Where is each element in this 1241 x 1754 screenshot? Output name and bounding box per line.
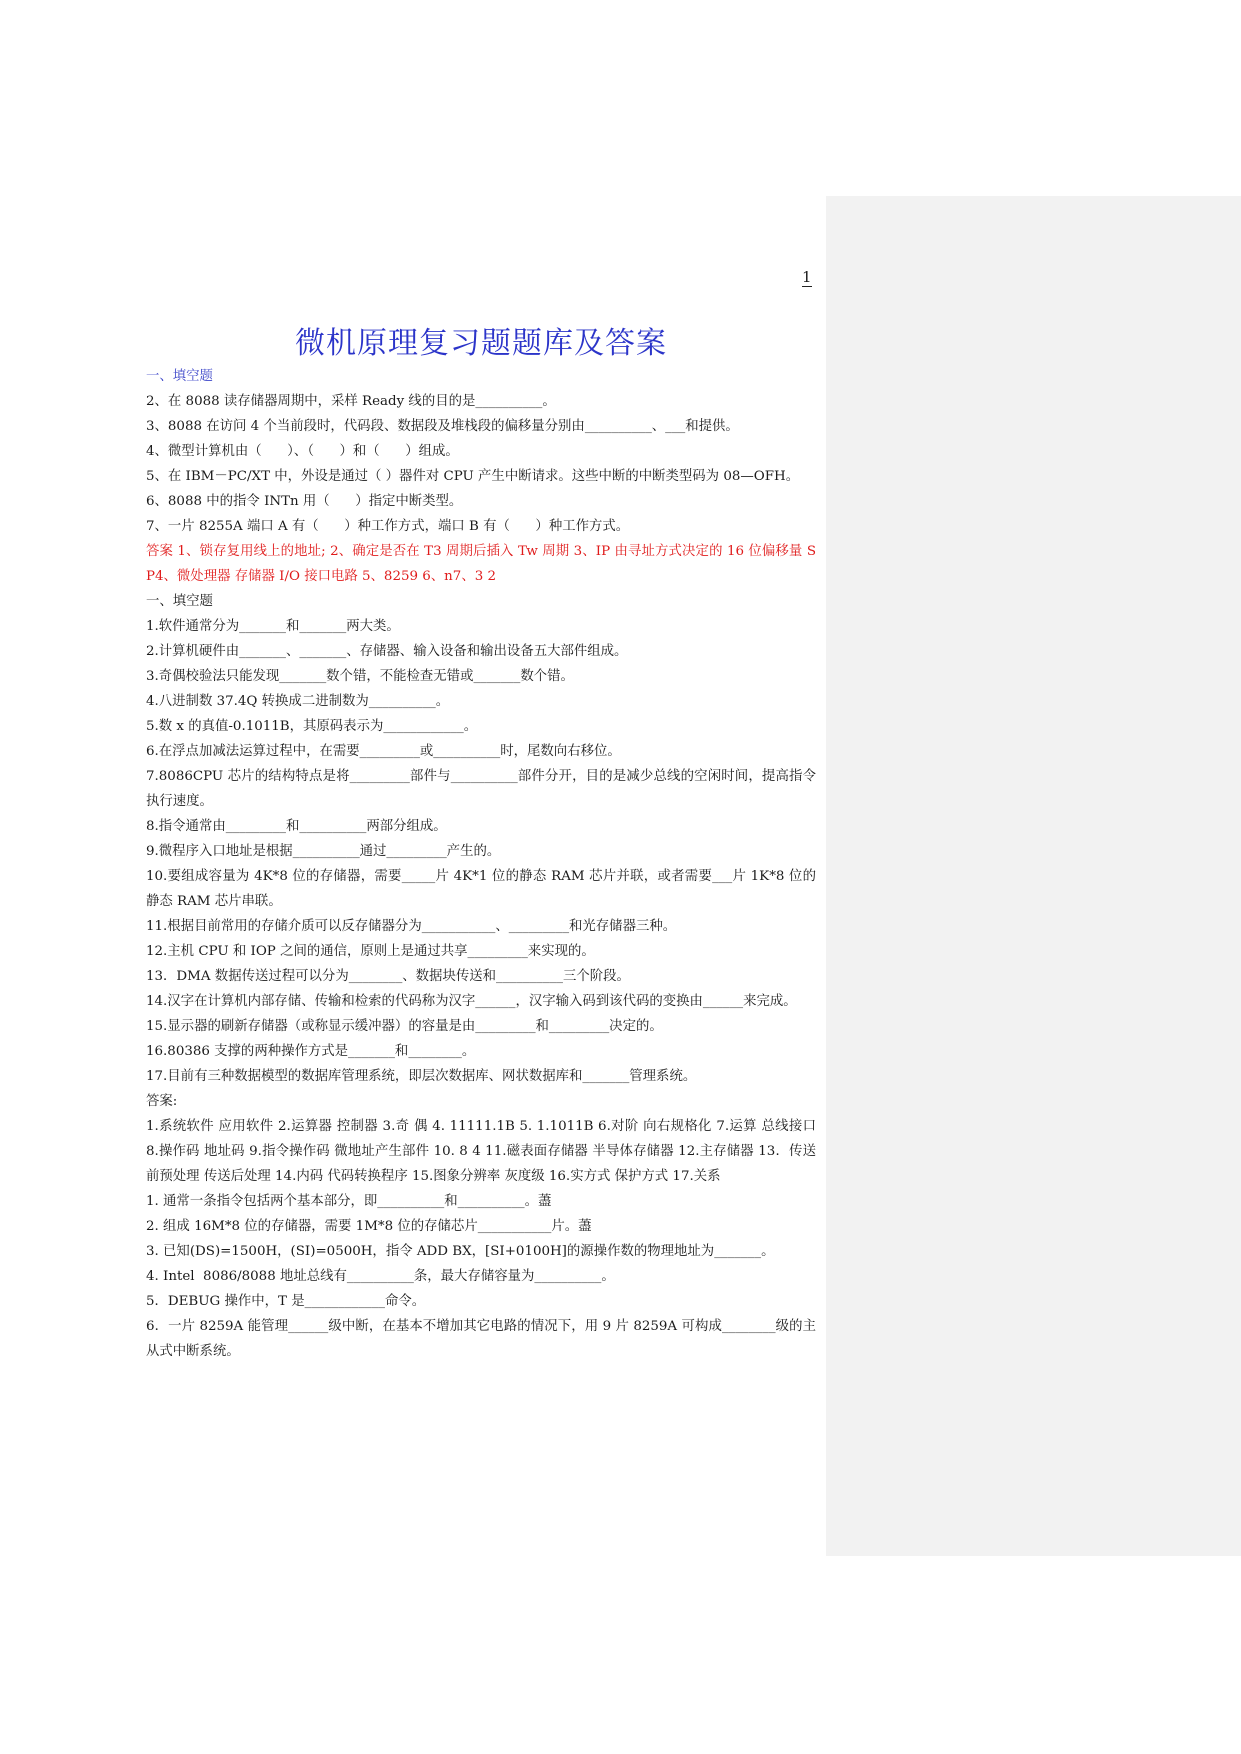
question-line: 12.主机 CPU 和 IOP 之间的通信，原则上是通过共享_________来实现的。	[146, 944, 595, 959]
question-line: 13．DMA 数据传送过程可以分为________、数据块传送和__________三个阶段。	[146, 969, 630, 984]
question-line: 4. Intel 8086/8088 地址总线有__________条，最大存储容量为__________。	[146, 1269, 615, 1284]
page-number: 1	[802, 268, 812, 286]
question-line: 15.显示器的刷新存储器（或称显示缓冲器）的容量是由_________和_________决定的。	[146, 1019, 663, 1034]
question-line: 5、在 IBM－PC/XT 中，外设是通过（ ）器件对 CPU 产生中断请求。这些中断的中断类型码为 08—OFH。	[146, 469, 800, 484]
question-line: 2.计算机硬件由_______、_______、存储器、输入设备和输出设备五大部件组成。	[146, 644, 628, 659]
section-heading: 一、填空题	[146, 594, 213, 609]
question-line: 1. 通常一条指令包括两个基本部分，即__________和__________。藎	[146, 1194, 552, 1209]
question-line: 8.指令通常由_________和__________两部分组成。	[146, 819, 447, 834]
question-line: 17.目前有三种数据模型的数据库管理系统，即层次数据库、网状数据库和_______管理系统。	[146, 1069, 697, 1084]
question-line: 3、8088 在访问 4 个当前段时，代码段、数据段及堆栈段的偏移量分别由__________、___和提供。	[146, 419, 739, 434]
section-heading: 一、填空题	[146, 369, 213, 384]
question-line: 14.汉字在计算机内部存储、传输和检索的代码称为汉字______，汉字输入码到该代码的变换由______来完成。	[146, 994, 797, 1009]
question-line: 4、微型计算机由（ ）、（ ）和（ ）组成。	[146, 444, 459, 459]
comment-pane	[826, 196, 1241, 1556]
answer-label: 答案:	[146, 1094, 178, 1109]
question-line: 7.8086CPU 芯片的结构特点是将_________部件与__________部件分开，目的是减少总线的空闲时间，提高指令执行速度。	[146, 769, 816, 809]
question-line: 5.数 x 的真值-0.1011B，其原码表示为____________。	[146, 719, 478, 734]
question-line: 6．一片 8259A 能管理______级中断，在基本不增加其它电路的情况下，用 9 片 8259A 可构成________级的主从式中断系统。	[146, 1319, 816, 1359]
question-line: 16.80386 支撑的两种操作方式是_______和________。	[146, 1044, 476, 1059]
question-line: 10.要组成容量为 4K*8 位的存储器，需要_____片 4K*1 位的静态 RAM 芯片并联，或者需要___片 1K*8 位的静态 RAM 芯片串联。	[146, 869, 816, 909]
question-line: 7、一片 8255A 端口 A 有（ ）种工作方式，端口 B 有（ ）种工作方式。	[146, 519, 630, 534]
question-line: 6、8088 中的指令 INTn 用（ ）指定中断类型。	[146, 494, 463, 509]
question-line: 6.在浮点加减法运算过程中，在需要_________或__________时，尾数向右移位。	[146, 744, 621, 759]
question-line: 1.软件通常分为_______和_______两大类。	[146, 619, 400, 634]
question-line: 5．DEBUG 操作中，T 是____________命令。	[146, 1294, 426, 1309]
question-line: 3. 已知(DS)=1500H，(SI)=0500H，指令 ADD BX，[SI+0100H]的源操作数的物理地址为_______。	[146, 1244, 775, 1259]
document-body	[146, 364, 816, 1364]
question-line: 9.微程序入口地址是根据__________通过_________产生的。	[146, 844, 501, 859]
question-line: 4.八进制数 37.4Q 转换成二进制数为__________。	[146, 694, 450, 709]
page-title: 微机原理复习题题库及答案	[295, 326, 667, 361]
answer-line: 1.系统软件 应用软件 2.运算器 控制器 3.奇 偶 4. 11111.1B 5. 1.1011B 6.对阶 向右规格化 7.运算 总线接口 8.操作码 地址码 9.指令操作码 微地址产生部件 10. 8 4 11.磁表面存储器 半导体存储器 12.主存储器 13．传送前预处理 传送后处理 14.内码 代码转换程序 15.图象分辨率 灰度级 16.实方式 保护方式 17.关系	[146, 1119, 816, 1184]
question-line: 2、在 8088 读存储器周期中，采样 Ready 线的目的是__________。	[146, 394, 556, 409]
question-line: 2. 组成 16M*8 位的存储器，需要 1M*8 位的存储芯片___________片。藎	[146, 1219, 592, 1234]
question-line: 3.奇偶校验法只能发现_______数个错，不能检查无错或_______数个错。	[146, 669, 574, 684]
question-line: 11.根据目前常用的存储介质可以反存储器分为___________、_________和光存储器三种。	[146, 919, 677, 934]
answer-line: 答案 1、锁存复用线上的地址; 2、确定是否在 T3 周期后插入 Tw 周期 3、IP 由寻址方式决定的 16 位偏移量 SP4、微处理器 存储器 I/O 接口电路 5、8259 6、n7、3 2	[146, 544, 816, 584]
